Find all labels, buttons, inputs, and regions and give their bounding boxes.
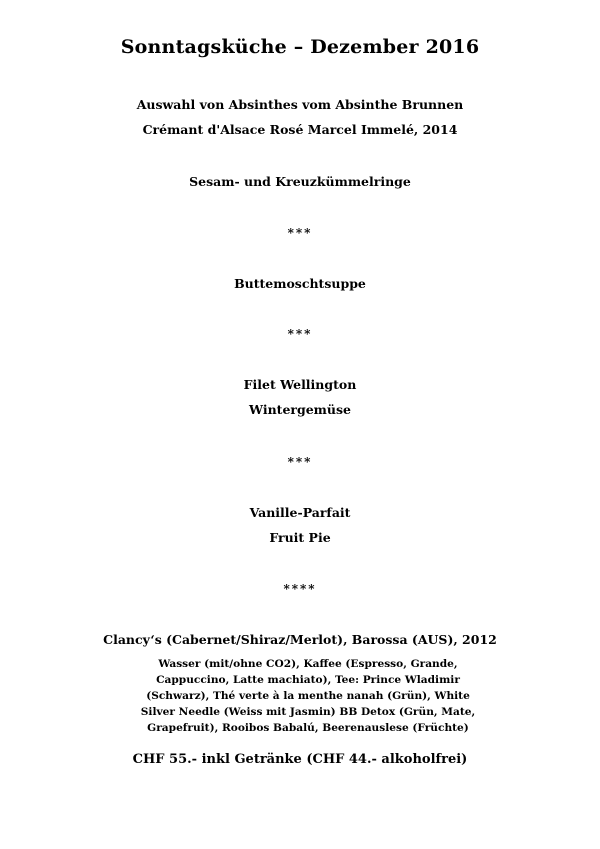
wine-pairing: Clancy‘s (Cabernet/Shiraz/Merlot), Barossa (AUS), 2012 <box>103 632 497 647</box>
main-course: Filet Wellington <box>243 377 357 392</box>
separator-2: *** <box>287 327 313 341</box>
separator-1: *** <box>287 226 313 240</box>
aperitif-absinthe: Auswahl von Absinthes vom Absinthe Brunnen <box>136 97 464 112</box>
drinks-list: Wasser (mit/ohne CO2), Kaffee (Espresso, Grande, Cappuccino, Latte machiato), Tee: Prince Wladimir (Schwarz), Thé verte à la menthe nanah (Grün), White Silver Needle (Weiss mit Jasmin) BB Detox (Grün, Mate, Grapefruit), Rooibos Babalú, Beerenauslese (Früchte) <box>140 658 476 734</box>
aperitif-cremant: Crémant d'Alsace Rosé Marcel Immelé, 2014 <box>142 122 458 137</box>
dessert-pie: Fruit Pie <box>269 530 331 545</box>
menu-title: Sonntagsküche – Dezember 2016 <box>120 36 480 58</box>
amuse-bouche: Sesam- und Kreuzkümmelringe <box>189 174 411 189</box>
separator-4: **** <box>283 582 317 596</box>
price-line: CHF 55.- inkl Getränke (CHF 44.- alkoholfrei) <box>132 752 468 767</box>
soup-course: Buttemoschtsuppe <box>234 276 366 291</box>
dessert-parfait: Vanille-Parfait <box>249 505 351 520</box>
main-side: Wintergemüse <box>249 402 351 417</box>
separator-3: *** <box>287 455 313 469</box>
